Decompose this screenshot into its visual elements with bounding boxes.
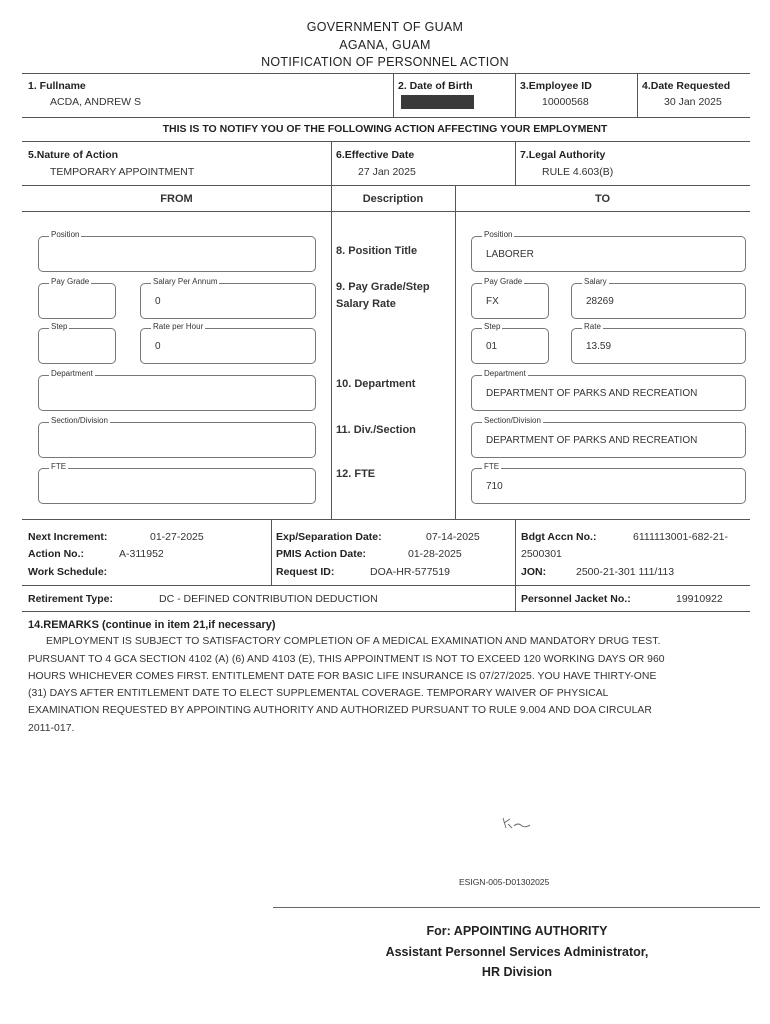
from-salary-field: [140, 277, 316, 319]
to-salary-value: 28269: [586, 296, 614, 307]
exp-separation-value: 07-14-2025: [426, 531, 480, 543]
effective-date-label: 6.Effective Date: [336, 149, 415, 161]
from-step-legend: Step: [51, 322, 68, 331]
to-position-field: [471, 230, 746, 272]
to-department-legend: Department: [484, 369, 526, 378]
retirement-type-value: DC - DEFINED CONTRIBUTION DEDUCTION: [159, 593, 378, 605]
bdgt-accn-label: Bdgt Accn No.:: [521, 531, 597, 543]
from-step-field: [38, 322, 116, 364]
from-salary-legend: Salary Per Annum: [153, 277, 218, 286]
signature-mark: [500, 812, 534, 834]
from-fte-field: [38, 462, 316, 504]
to-step-legend: Step: [484, 322, 501, 331]
from-section-field: [38, 416, 316, 458]
from-section-legend: Section/Division: [51, 416, 108, 425]
to-fte-field: [471, 462, 746, 504]
legal-authority-value: RULE 4.603(B): [542, 166, 614, 178]
to-fte-legend: FTE: [484, 462, 500, 471]
desc-div-section: 11. Div./Section: [336, 424, 416, 436]
form-title: NOTIFICATION OF PERSONNEL ACTION: [261, 55, 509, 69]
request-id-value: DOA-HR-577519: [370, 566, 450, 578]
from-department-legend: Department: [51, 369, 93, 378]
to-salary-field: [571, 277, 746, 319]
remarks-line-1: EMPLOYMENT IS SUBJECT TO SATISFACTORY COMPLETION OF A MEDICAL EXAMINATION AND MANDATORY DRUG TEST.: [46, 636, 661, 647]
to-column-header: TO: [594, 193, 611, 205]
to-department-value: DEPARTMENT OF PARKS AND RECREATION: [486, 388, 698, 399]
header-government: GOVERNMENT OF GUAM: [306, 20, 464, 34]
pmis-action-date-value: 01-28-2025: [408, 548, 462, 560]
description-column-header: Description: [362, 193, 424, 205]
to-pay-grade-value: FX: [486, 296, 499, 307]
pmis-action-date-label: PMIS Action Date:: [276, 548, 367, 560]
personnel-jacket-label: Personnel Jacket No.:: [521, 593, 631, 605]
desc-position-title: 8. Position Title: [336, 245, 418, 257]
nature-of-action-label: 5.Nature of Action: [28, 149, 119, 161]
to-department-field: [471, 369, 746, 411]
effective-date-value: 27 Jan 2025: [358, 166, 416, 178]
to-rate-value: 13.59: [586, 341, 612, 352]
work-schedule-label: Work Schedule:: [28, 566, 108, 578]
to-step-field: [471, 322, 549, 364]
from-pay-grade-legend: Pay Grade: [51, 277, 90, 286]
desc-department: 10. Department: [336, 378, 416, 390]
next-increment-label: Next Increment:: [28, 531, 108, 543]
desc-salary-rate: Salary Rate: [336, 298, 396, 310]
action-no-label: Action No.:: [28, 548, 84, 560]
to-pay-grade-field: [471, 277, 549, 319]
request-id-label: Request ID:: [276, 566, 335, 578]
jon-value: 2500-21-301 111/113: [576, 566, 675, 578]
retirement-type-label: Retirement Type:: [28, 593, 113, 605]
remarks-line-4: (31) DAYS AFTER ENTITLEMENT DATE TO ELECT SUPPLEMENTAL COVERAGE. TEMPORARY WAIVER OF PHYSICAL: [28, 688, 609, 699]
legal-authority-label: 7.Legal Authority: [520, 149, 606, 161]
to-rate-legend: Rate: [584, 322, 601, 331]
dob-label: 2. Date of Birth: [398, 80, 473, 92]
remarks-line-5: EXAMINATION REQUESTED BY APPOINTING AUTHORITY AND AUTHORIZED PURSUANT TO RULE 9.004 AND DOA CIRCULAR: [28, 705, 652, 716]
exp-separation-label: Exp/Separation Date:: [276, 531, 382, 543]
from-salary-value: 0: [155, 296, 161, 307]
to-fte-value: 710: [486, 481, 503, 492]
remarks-line-2: PURSUANT TO 4 GCA SECTION 4102 (A) (6) AND 4103 (E), THIS APPOINTMENT IS NOT TO EXCEED 120 WORKING DAYS OR 960: [28, 654, 665, 665]
signature-division: HR Division: [481, 965, 553, 979]
desc-fte: 12. FTE: [336, 468, 376, 480]
employee-id-label: 3.Employee ID: [520, 80, 592, 92]
from-rate-value: 0: [155, 341, 161, 352]
notify-banner: THIS IS TO NOTIFY YOU OF THE FOLLOWING ACTION AFFECTING YOUR EMPLOYMENT: [162, 123, 608, 135]
to-rate-field: [571, 322, 746, 364]
next-increment-value: 01-27-2025: [150, 531, 204, 543]
nature-of-action-value: TEMPORARY APPOINTMENT: [50, 166, 195, 178]
from-rate-field: [140, 322, 316, 364]
personnel-jacket-value: 19910922: [676, 593, 723, 605]
from-column-header: FROM: [160, 193, 193, 205]
remarks-line-3: HOURS WHICHEVER COMES FIRST. ENTITLEMENT DATE FOR BASIC LIFE INSURANCE IS 07/27/2025. YOU HAVE THIRTY-ONE: [28, 671, 657, 682]
esign-code: ESIGN-005-D01302025: [459, 877, 550, 887]
bdgt-accn-value-line2: 2500301: [521, 548, 562, 560]
to-section-legend: Section/Division: [484, 416, 541, 425]
to-position-legend: Position: [484, 230, 513, 239]
fullname-label: 1. Fullname: [28, 80, 86, 92]
to-position-value: LABORER: [486, 249, 534, 260]
date-requested-value: 30 Jan 2025: [664, 96, 722, 108]
to-pay-grade-legend: Pay Grade: [484, 277, 523, 286]
signature-title: Assistant Personnel Services Administrator,: [385, 945, 649, 959]
from-fte-legend: FTE: [51, 462, 67, 471]
to-salary-legend: Salary: [584, 277, 607, 286]
to-section-value: DEPARTMENT OF PARKS AND RECREATION: [486, 435, 698, 446]
from-department-field: [38, 369, 316, 411]
to-section-field: [471, 416, 746, 458]
date-requested-label: 4.Date Requested: [642, 80, 731, 92]
fullname-value: ACDA, ANDREW S: [50, 96, 142, 108]
from-position-field: [38, 230, 316, 272]
from-pay-grade-field: [38, 277, 116, 319]
header-location: AGANA, GUAM: [339, 38, 431, 52]
remarks-line-6: 2011-017.: [28, 723, 75, 734]
jon-label: JON:: [521, 566, 547, 578]
from-rate-legend: Rate per Hour: [153, 322, 204, 331]
to-step-value: 01: [486, 341, 498, 352]
desc-pay-grade-step: 9. Pay Grade/Step: [336, 281, 430, 293]
employee-id-value: 10000568: [542, 96, 589, 108]
dob-redacted: [401, 95, 474, 109]
signature-for: For: APPOINTING AUTHORITY: [426, 924, 608, 938]
from-position-legend: Position: [51, 230, 80, 239]
bdgt-accn-value-line1: 6111113001-682-21-: [633, 531, 728, 543]
action-no-value: A-311952: [119, 548, 164, 560]
remarks-title: 14.REMARKS (continue in item 21,if necessary): [28, 619, 276, 631]
